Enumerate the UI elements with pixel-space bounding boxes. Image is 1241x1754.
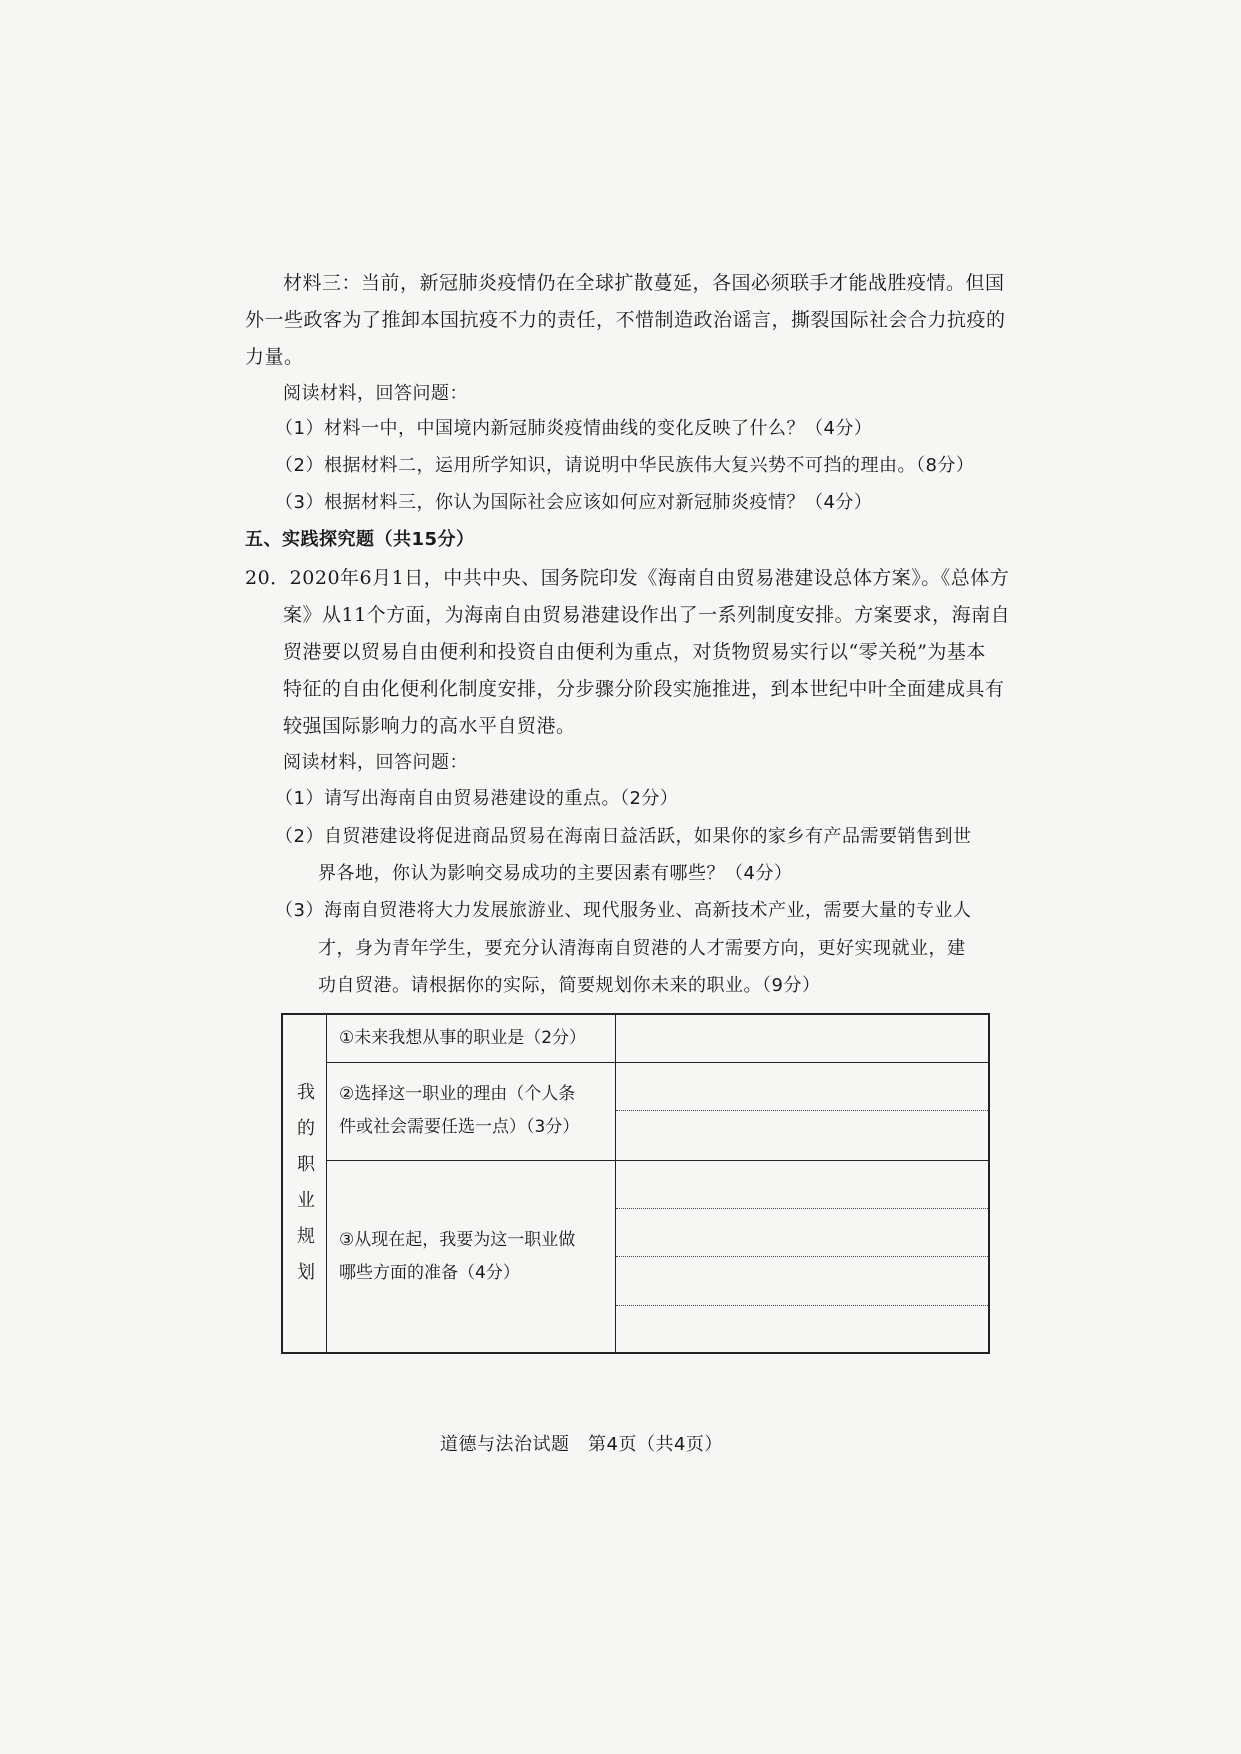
q20-sub3-line2: 才，身为青年学生，要充分认清海南自贸港的人才需要方向，更好实现就业，建 — [318, 938, 966, 959]
q20-line3: 贸港要以贸易自由便利和投资自由便利为重点，对货物贸易实行以“零关税”为基本 — [283, 641, 986, 663]
answer-line — [616, 1110, 988, 1111]
material3-line3: 力量。 — [245, 346, 304, 368]
q19-sub2: （2）根据材料二，运用所学知识，请说明中华民族伟大复兴势不可挡的理由。（8分） — [275, 455, 975, 476]
q20-sub2-line1: （2）自贸港建设将促进商品贸易在海南日益活跃，如果你的家乡有产品需要销售到世 — [275, 826, 972, 847]
row-divider — [326, 1160, 988, 1161]
my-career-plan-label: 我 的 职 业 规 划 — [297, 1082, 315, 1283]
q20-sub3-line3: 功自贸港。请根据你的实际，简要规划你未来的职业。（9分） — [318, 975, 821, 996]
answer-line — [616, 1305, 988, 1306]
table-divider — [326, 1015, 327, 1352]
row3-prompt-line2: 哪些方面的准备（4分） — [339, 1263, 520, 1283]
material3-line1: 材料三：当前，新冠肺炎疫情仍在全球扩散蔓延，各国必须联手才能战胜疫情。但国 — [283, 272, 1005, 294]
q20-line4: 特征的自由化便利化制度安排，分步骤分阶段实施推进，到本世纪中叶全面建成具有 — [283, 678, 1005, 700]
row3-prompt-line1: ③从现在起，我要为这一职业做 — [339, 1230, 576, 1250]
q19-prompt: 阅读材料，回答问题： — [283, 383, 468, 404]
q20-sub2-line2: 界各地，你认为影响交易成功的主要因素有哪些？（4分） — [318, 863, 793, 884]
row2-prompt-line1: ②选择这一职业的理由（个人条 — [339, 1084, 576, 1104]
q20-prompt: 阅读材料，回答问题： — [283, 752, 468, 773]
q20-line1: 20．2020年6月1日，中共中央、国务院印发《海南自由贸易港建设总体方案》。《总体方 — [245, 567, 1010, 589]
row2-prompt-line2: 件或社会需要任选一点）（3分） — [339, 1117, 580, 1137]
row1-prompt: ①未来我想从事的职业是（2分） — [339, 1028, 587, 1048]
answer-line — [616, 1256, 988, 1257]
table-divider — [615, 1015, 616, 1352]
page-footer: 道德与法治试题 第4页（共4页） — [440, 1434, 723, 1455]
q20-sub3-line1: （3）海南自贸港将大力发展旅游业、现代服务业、高新技术产业，需要大量的专业人 — [275, 900, 972, 921]
q20-line2: 案》从11个方面，为海南自由贸易港建设作出了一系列制度安排。方案要求，海南自 — [283, 604, 1011, 626]
material3-line2: 外一些政客为了推卸本国抗疫不力的责任，不惜制造政治谣言，撕裂国际社会合力抗疫的 — [245, 309, 1006, 331]
career-plan-table — [281, 1013, 990, 1354]
q20-sub1: （1）请写出海南自由贸易港建设的重点。（2分） — [275, 788, 679, 809]
q19-sub1: （1）材料一中，中国境内新冠肺炎疫情曲线的变化反映了什么？（4分） — [275, 418, 873, 439]
section-5-title: 五、实践探究题（共15分） — [245, 529, 475, 550]
q19-sub3: （3）根据材料三，你认为国际社会应该如何应对新冠肺炎疫情？（4分） — [275, 492, 873, 513]
row-divider — [326, 1062, 988, 1063]
answer-line — [616, 1208, 988, 1209]
q20-line5: 较强国际影响力的高水平自贸港。 — [283, 715, 576, 737]
